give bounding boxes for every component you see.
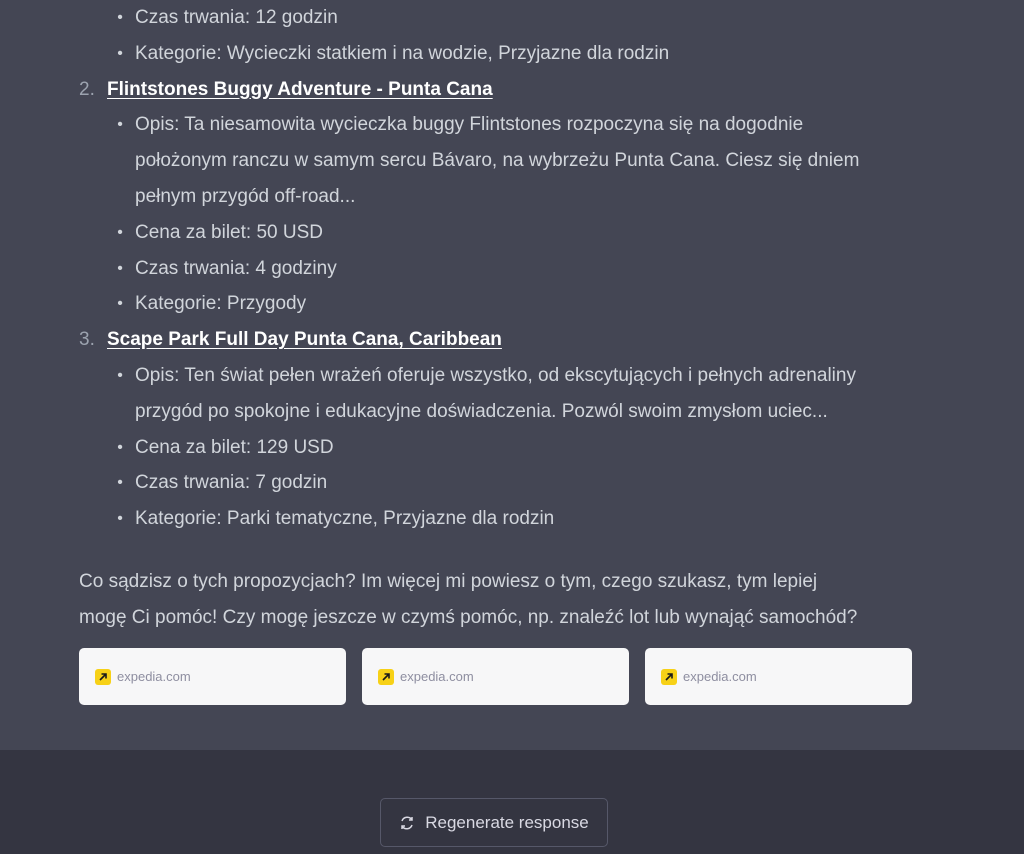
- list-item: [79, 501, 919, 537]
- closing-line: Co sądzisz o tych propozycjach? Im więcej mi powiesz o tym, czego szukasz, tym lepiej: [79, 570, 818, 592]
- bullet-icon: •: [117, 44, 123, 62]
- source-cards: [79, 648, 912, 705]
- list-item-2: [79, 72, 919, 108]
- external-link-icon: [378, 669, 394, 685]
- item-price: Cena za bilet: 50 USD: [135, 221, 323, 243]
- source-card[interactable]: [645, 648, 912, 705]
- external-link-icon: [95, 669, 111, 685]
- list-item: [79, 286, 919, 322]
- source-card[interactable]: [362, 648, 629, 705]
- bullet-icon: •: [117, 223, 123, 241]
- list-item: [79, 0, 919, 36]
- source-domain: expedia.com: [683, 669, 757, 684]
- item-description-line: Opis: Ta niesamowita wycieczka buggy Flintstones rozpoczyna się na dogodnie: [135, 114, 804, 136]
- list-item: [79, 251, 919, 287]
- refresh-icon: [399, 815, 415, 831]
- item-categories: Kategorie: Przygody: [135, 293, 307, 315]
- item-description-line: pełnym przygód off-road...: [135, 185, 356, 207]
- list-item: [79, 430, 919, 466]
- list-number: 3.: [79, 329, 95, 351]
- item-categories: Kategorie: Wycieczki statkiem i na wodzie, Przyjazne dla rodzin: [135, 42, 670, 64]
- list-item: [79, 215, 919, 251]
- message-content: [79, 0, 919, 636]
- item-description-line: przygód po spokojne i edukacyjne doświadczenia. Pozwól swoim zmysłom uciec...: [135, 400, 828, 422]
- source-domain: expedia.com: [117, 669, 191, 684]
- item-description-line: położonym ranczu w samym sercu Bávaro, na wybrzeżu Punta Cana. Ciesz się dniem: [135, 150, 860, 172]
- item-duration: Czas trwania: 4 godziny: [135, 257, 337, 279]
- source-card[interactable]: [79, 648, 346, 705]
- item-duration: Czas trwania: 12 godzin: [135, 7, 338, 28]
- tour-link-flintstones[interactable]: Flintstones Buggy Adventure - Punta Cana: [107, 78, 493, 100]
- regenerate-button[interactable]: [380, 798, 608, 847]
- list-item: [79, 107, 919, 214]
- bullet-icon: •: [117, 510, 123, 528]
- bullet-icon: •: [117, 259, 123, 277]
- list-item: [79, 358, 919, 430]
- list-item: [79, 465, 919, 501]
- closing-paragraph: [79, 564, 919, 636]
- external-link-icon: [661, 669, 677, 685]
- item-price: Cena za bilet: 129 USD: [135, 436, 334, 458]
- list-item-3: [79, 322, 919, 358]
- source-domain: expedia.com: [400, 669, 474, 684]
- list-item: [79, 36, 919, 72]
- item-categories: Kategorie: Parki tematyczne, Przyjazne dla rodzin: [135, 508, 555, 530]
- list-number: 2.: [79, 78, 95, 100]
- bullet-icon: •: [117, 9, 123, 26]
- item-duration: Czas trwania: 7 godzin: [135, 472, 328, 494]
- item-description-line: Opis: Ten świat pełen wrażeń oferuje wszystko, od ekscytujących i pełnych adrenaliny: [135, 364, 856, 386]
- regenerate-label: Regenerate response: [425, 812, 589, 832]
- bullet-icon: •: [117, 366, 123, 384]
- tour-link-scape-park[interactable]: Scape Park Full Day Punta Cana, Caribbean: [107, 329, 502, 351]
- bullet-icon: •: [117, 116, 123, 134]
- bullet-icon: •: [117, 438, 123, 456]
- bullet-icon: •: [117, 295, 123, 313]
- bullet-icon: •: [117, 474, 123, 492]
- closing-line: mogę Ci pomóc! Czy mogę jeszcze w czymś pomóc, np. znaleźć lot lub wynająć samochód?: [79, 606, 858, 628]
